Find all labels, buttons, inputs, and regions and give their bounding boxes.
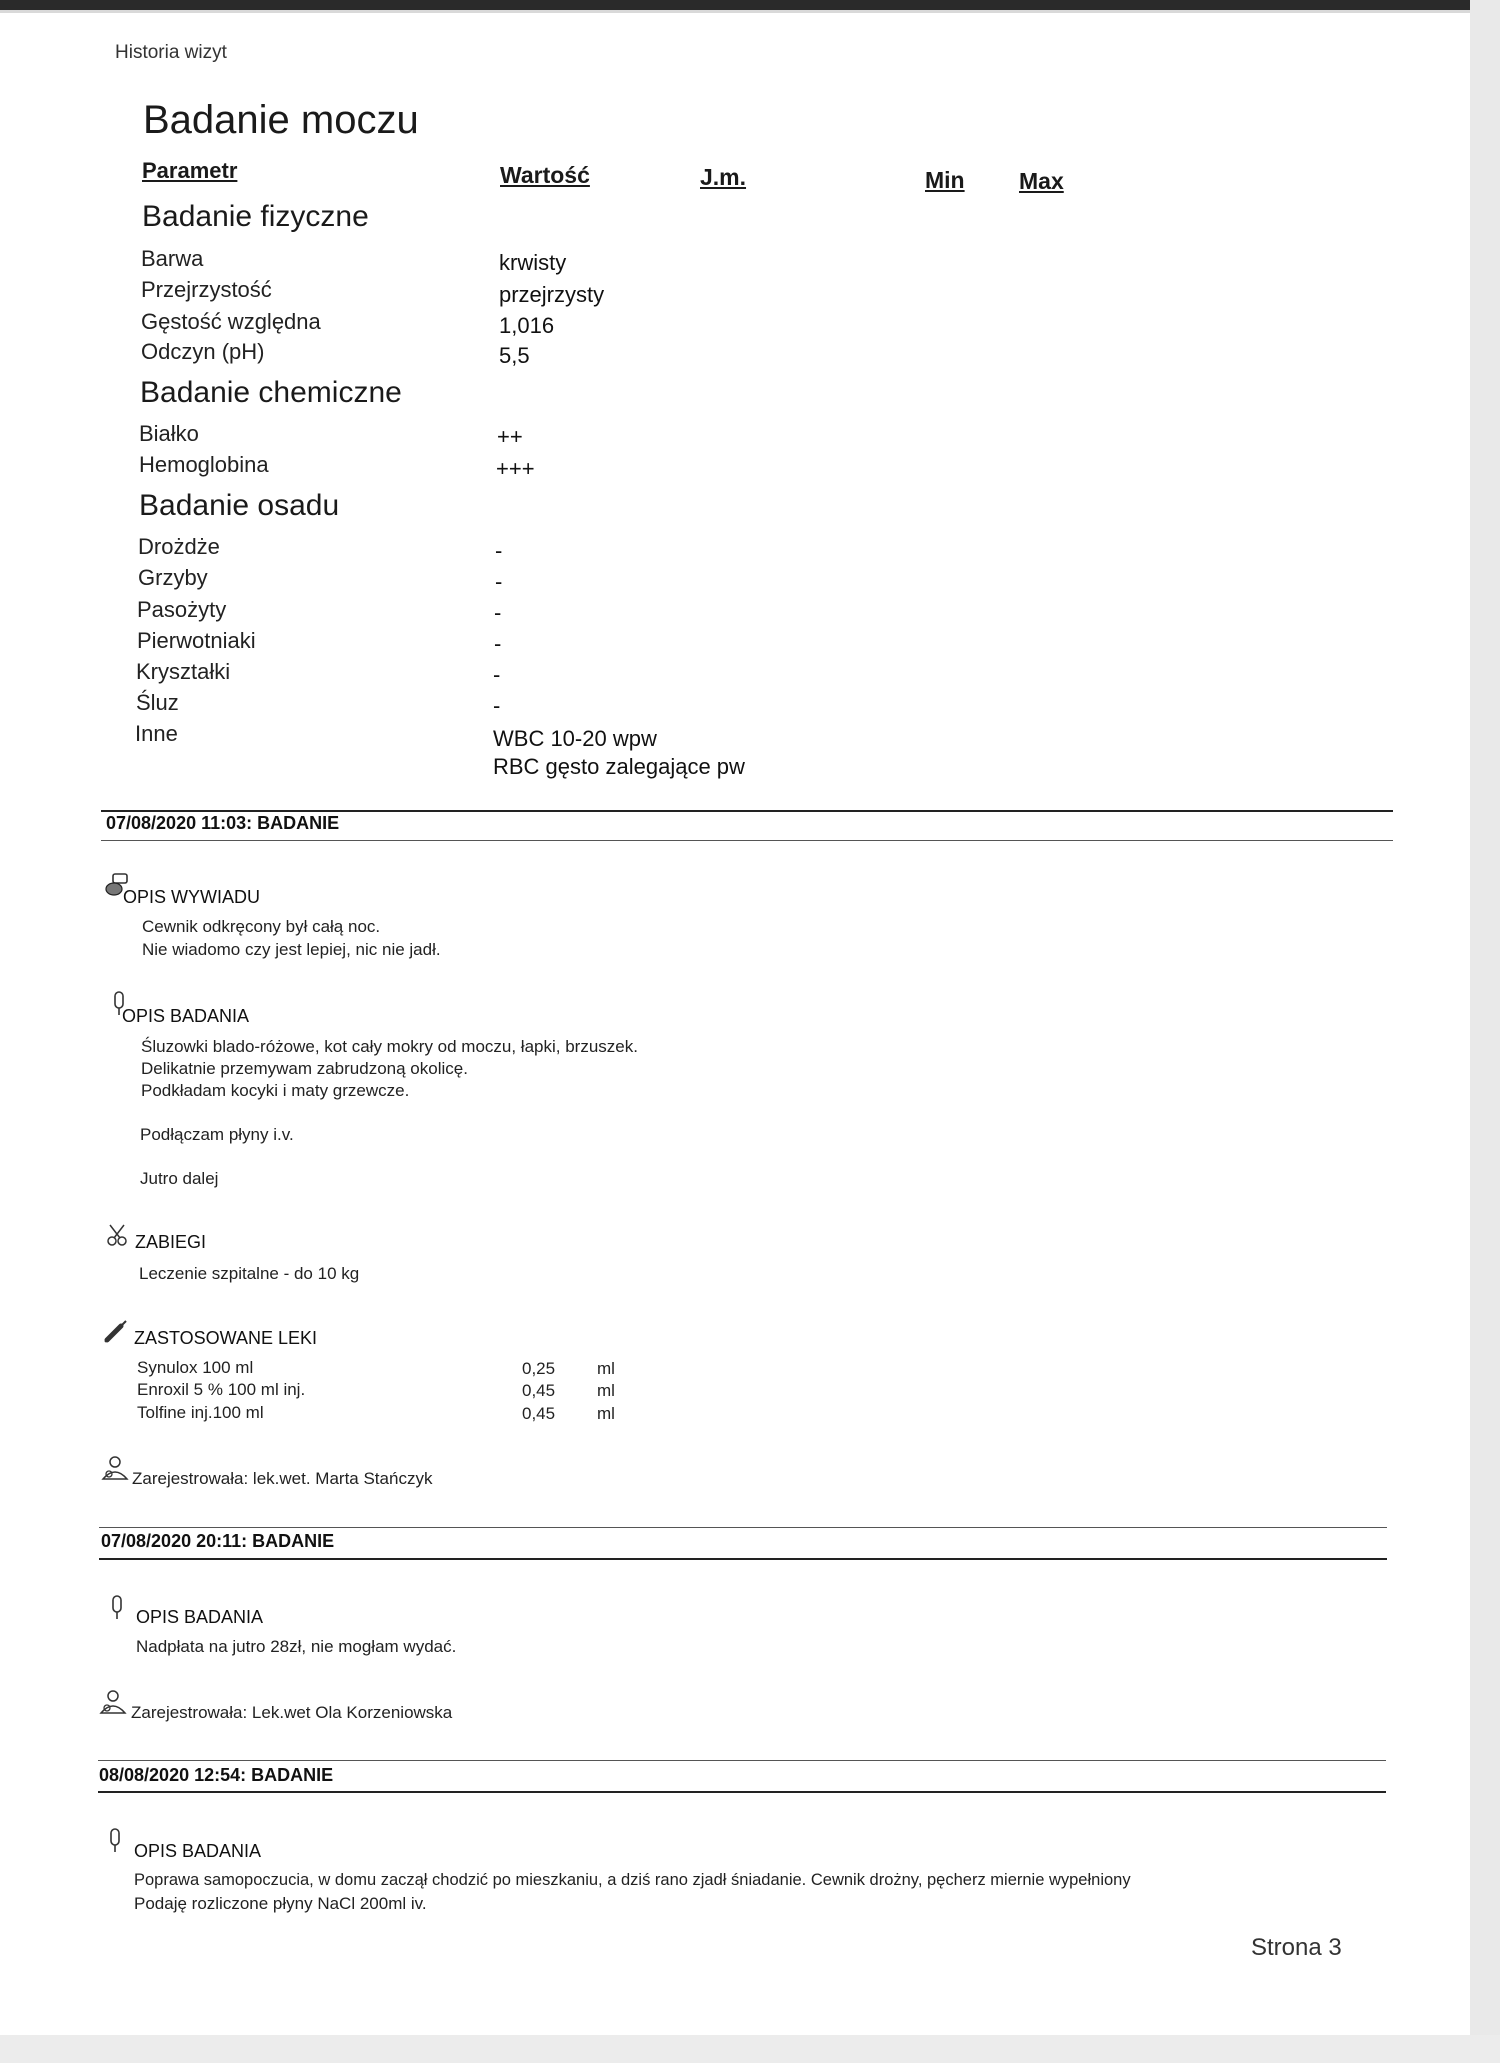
col-wartosc: Wartość: [500, 162, 590, 188]
drug-qty: 0,25: [522, 1359, 556, 1378]
drug-name: Synulox 100 ml: [137, 1358, 254, 1377]
param-value: ++: [497, 424, 523, 449]
param-value: +++: [496, 456, 535, 481]
param-name: Pasożyty: [137, 597, 227, 622]
doctor-icon: [100, 1455, 130, 1481]
visit-rule-bottom: [99, 1558, 1387, 1560]
drug-unit: ml: [597, 1404, 615, 1423]
registered-by: Zarejestrowała: Lek.wet Ola Korzeniowska: [131, 1703, 453, 1722]
visit-rule-bottom: [101, 840, 1393, 841]
drug-qty: 0,45: [522, 1404, 556, 1423]
exam-line: Podkładam kocyki i maty grzewcze.: [141, 1081, 410, 1100]
visit-title: 08/08/2020 12:54: BADANIE: [99, 1765, 334, 1785]
param-value: -: [494, 631, 502, 656]
visit-rule-top: [98, 1760, 1386, 1761]
visit-title: 07/08/2020 20:11: BADANIE: [101, 1531, 335, 1551]
param-value: -: [495, 538, 503, 563]
param-value: 5,5: [499, 343, 530, 368]
exam-line: Nadpłata na jutro 28zł, nie mogłam wydać.: [136, 1637, 457, 1656]
page-number: Strona 3: [1251, 1934, 1342, 1961]
drug-name: Tolfine inj.100 ml: [137, 1403, 264, 1422]
visit-rule-top: [101, 810, 1393, 812]
col-parametr: Parametr: [142, 158, 238, 183]
exam-line: Delikatnie przemywam zabrudzoną okolicę.: [141, 1059, 468, 1078]
doctor-icon: [98, 1689, 128, 1715]
drug-qty: 0,45: [522, 1381, 556, 1400]
param-value: przejrzysty: [499, 282, 605, 307]
param-value: 1,016: [499, 313, 555, 338]
scan-edge-right: [1470, 0, 1500, 2063]
param-name: Białko: [139, 421, 199, 446]
scan-edge-top-shadow: [0, 10, 1500, 13]
param-value-2: RBC gęsto zalegające pw: [493, 754, 745, 779]
section-sediment: Badanie osadu: [139, 489, 340, 522]
param-name: Barwa: [141, 246, 204, 271]
page-header: Historia wizyt: [115, 42, 227, 63]
param-name: Pierwotniaki: [137, 628, 256, 653]
section-chemical: Badanie chemiczne: [140, 376, 402, 409]
drug-unit: ml: [597, 1359, 615, 1378]
col-max: Max: [1019, 168, 1064, 194]
scissors-icon: [104, 1222, 130, 1248]
drugs-title: ZASTOSOWANE LEKI: [134, 1328, 318, 1348]
syringe-icon: [103, 1318, 129, 1344]
thermometer-icon: [106, 1827, 124, 1853]
interview-title: OPIS WYWIADU: [123, 887, 261, 907]
exam-line: Podaję rozliczone płyny NaCl 200ml iv.: [134, 1894, 427, 1913]
exam-line: Jutro dalej: [140, 1169, 219, 1188]
exam-line: Podłączam płyny i.v.: [140, 1125, 294, 1144]
param-name: Gęstość względna: [141, 309, 321, 334]
exam-title: OPIS BADANIA: [136, 1607, 264, 1627]
param-name: Odczyn (pH): [141, 339, 265, 364]
col-min: Min: [925, 167, 965, 193]
param-value: -: [493, 693, 501, 718]
procedures-title: ZABIEGI: [135, 1232, 207, 1252]
drug-unit: ml: [597, 1381, 615, 1400]
exam-title: OPIS BADANIA: [134, 1841, 262, 1861]
param-name: Hemoglobina: [139, 452, 269, 477]
visit-title: 07/08/2020 11:03: BADANIE: [106, 813, 340, 833]
col-jm: J.m.: [700, 164, 747, 190]
visit-rule-top: [99, 1527, 1387, 1528]
param-value: WBC 10-20 wpw: [493, 726, 657, 751]
visit-rule-bottom: [98, 1791, 1386, 1793]
urine-title: Badanie moczu: [143, 98, 419, 142]
param-name: Drożdże: [138, 534, 220, 559]
thermometer-icon: [108, 1594, 126, 1620]
registered-by: Zarejestrowała: lek.wet. Marta Stańczyk: [132, 1469, 433, 1488]
param-name: Śluz: [136, 690, 179, 715]
param-name: Grzyby: [138, 565, 208, 590]
param-name: Inne: [135, 721, 178, 746]
drug-name: Enroxil 5 % 100 ml inj.: [137, 1380, 306, 1399]
param-value: krwisty: [499, 250, 567, 275]
param-value: -: [495, 569, 503, 594]
exam-line: Śluzowki blado-różowe, kot cały mokry od moczu, łapki, brzuszek.: [141, 1037, 638, 1056]
param-name: Przejrzystość: [141, 277, 272, 302]
procedures-line: Leczenie szpitalne - do 10 kg: [139, 1264, 360, 1283]
param-value: -: [493, 662, 501, 687]
param-value: -: [494, 600, 502, 625]
exam-title: OPIS BADANIA: [122, 1006, 250, 1026]
interview-line: Cewnik odkręcony był całą noc.: [142, 917, 381, 936]
param-name: Kryształki: [136, 659, 231, 684]
scan-edge-bottom: [0, 2035, 1500, 2063]
section-physical: Badanie fizyczne: [142, 200, 369, 233]
exam-line: Poprawa samopoczucia, w domu zaczął chodzić po mieszkaniu, a dziś rano zjadł śniadanie. Cewnik drożny, pęcherz miernie wypełniony: [134, 1871, 1131, 1889]
interview-line: Nie wiadomo czy jest lepiej, nic nie jadł.: [142, 940, 441, 959]
scan-edge-top: [0, 0, 1500, 10]
